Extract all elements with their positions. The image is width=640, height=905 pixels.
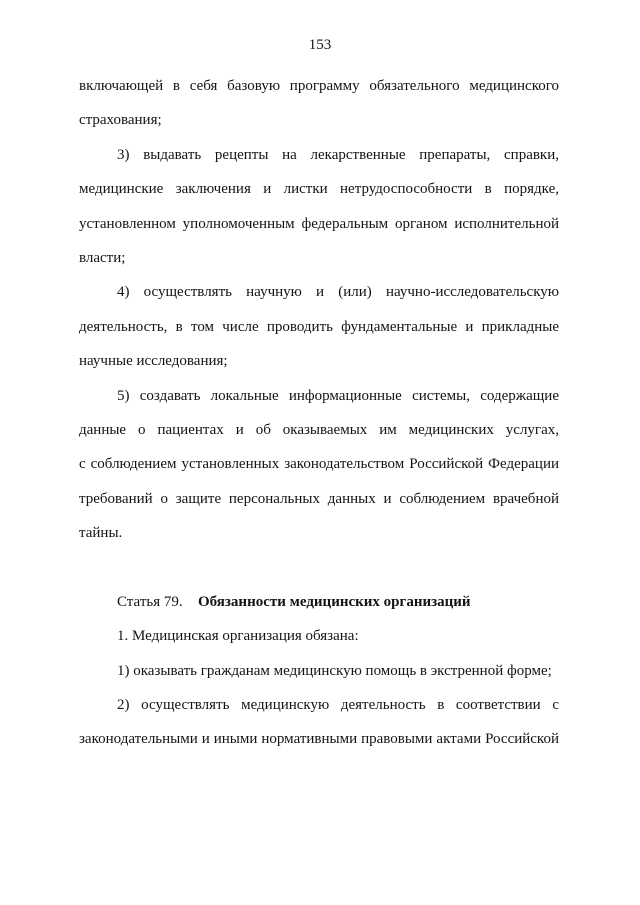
list-item-5-line: с соблюдением установленных законодательством Российской Федерации	[79, 456, 559, 473]
list-item-3-line: власти;	[79, 249, 126, 266]
article-title: Обязанности медицинских организаций	[198, 593, 471, 610]
list-item-5-line: требований о защите персональных данных и соблюдением врачебной	[79, 490, 559, 507]
list-item-5-line: 5) создавать локальные информационные системы, содержащие	[117, 387, 559, 404]
article-number: Статья 79.	[117, 593, 183, 610]
list-item-5-line: данные о пациентах и об оказываемых им медицинских услугах,	[79, 421, 559, 438]
list-item-3-line: установленном уполномоченным федеральным органом исполнительной	[79, 215, 559, 232]
article-paragraph-line: 1. Медицинская организация обязана:	[117, 628, 359, 645]
paragraph-line: страхования;	[79, 112, 162, 129]
paragraph-line: включающей в себя базовую программу обязательного медицинского	[79, 78, 559, 94]
list-item-3-line: медицинские заключения и листки нетрудоспособности в порядке,	[79, 181, 559, 198]
list-item-4-line: научные исследования;	[79, 353, 228, 370]
page-number: 153	[308, 37, 332, 53]
list-item-5-line: тайны.	[79, 525, 123, 542]
article-list-item-2-line: законодательными и иными нормативными правовыми актами Российской	[79, 731, 559, 748]
article-list-item-2-line: 2) осуществлять медицинскую деятельность в соответствии с	[117, 697, 559, 714]
article-list-item-1-line: 1) оказывать гражданам медицинскую помощь в экстренной форме;	[117, 662, 552, 679]
article-heading	[79, 585, 559, 619]
section-spacer	[79, 550, 559, 584]
list-item-3-line: 3) выдавать рецепты на лекарственные препараты, справки,	[117, 146, 559, 163]
list-item-4-line: деятельность, в том числе проводить фундаментальные и прикладные	[79, 318, 559, 335]
document-body	[79, 69, 559, 757]
list-item-4-line: 4) осуществлять научную и (или) научно-исследовательскую	[117, 284, 559, 301]
